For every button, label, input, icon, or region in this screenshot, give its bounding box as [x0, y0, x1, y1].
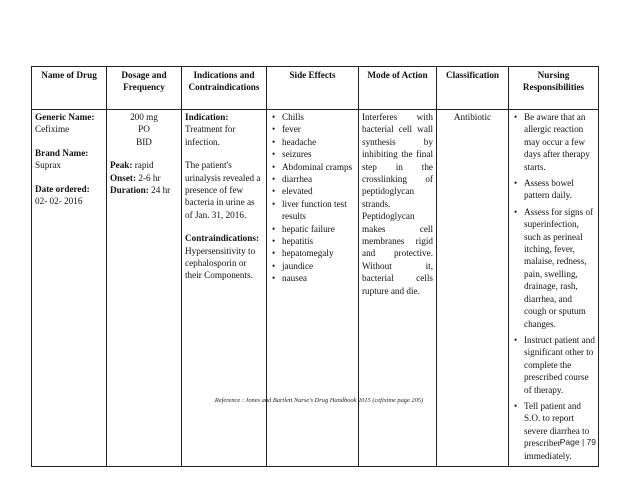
indication-text: Treatment for infection. [185, 124, 236, 147]
header-nursing-responsibilities: Nursing Responsibilities [509, 67, 599, 110]
side-effect-item: • fever [282, 123, 355, 135]
side-effect-item: • diarrhea [282, 173, 355, 185]
dose-route: PO [138, 124, 150, 135]
side-effect-item: • seizures [282, 148, 355, 160]
cell-indications [182, 110, 267, 467]
indication-label: Indication: [185, 112, 229, 122]
nursing-item: • Assess bowel pattern daily. [524, 177, 595, 202]
duration-value: 24 hr [148, 185, 171, 196]
contraindication-label: Contraindications: [185, 233, 260, 244]
side-effects-list [270, 111, 355, 285]
generic-name-value: Cefixime [35, 124, 70, 135]
dose-frequency: BID [136, 136, 152, 147]
header-indications: Indications and Contraindications [182, 67, 267, 110]
duration-label: Duration: [110, 185, 149, 196]
page-number: Page | 79 [559, 437, 596, 447]
header-name-of-drug: Name of Drug [32, 67, 107, 110]
side-effect-item: • elevated [282, 185, 355, 197]
brand-name-value: Suprax [35, 160, 62, 171]
side-effect-item: • liver function test results [282, 198, 355, 223]
nursing-item: • Instruct patient and significant other to complete the prescribed course of therapy. [524, 334, 595, 396]
nursing-item: • Be aware that an allergic reaction may occur a few days after therapy starts. [524, 111, 595, 173]
reference-note: Reference : Jones and Bartlett Nurse's Drug Handbook 2015 (cefixime page 205) [214, 397, 424, 404]
drug-study-table [31, 66, 599, 467]
nursing-item: • Tell patient and S.O. to report severe diarrhea to prescriber immediately. [524, 400, 595, 462]
onset-line [110, 172, 178, 184]
generic-name-label: Generic Name: [35, 112, 95, 122]
onset-label: Onset: [110, 172, 137, 183]
cell-nursing-responsibilities [509, 110, 599, 467]
peak-label: Peak: [110, 160, 133, 171]
cell-classification [437, 110, 509, 467]
header-mode-of-action: Mode of Action [359, 67, 437, 110]
cell-name-of-drug [32, 110, 107, 467]
cell-dosage [107, 110, 182, 467]
table-row [32, 110, 599, 467]
date-ordered-value: 02- 02- 2016 [35, 196, 83, 207]
header-side-effects: Side Effects [267, 67, 359, 110]
dose-amount: 200 mg [130, 112, 158, 122]
mode-of-action-text: Interferes with bacterial cell wall synthesis by inhibiting the final step in the crosslinking of peptidoglycan strands. Peptidoglycan makes cell membranes rigid and protective. Without it, bacterial cells rupture and die. [362, 112, 433, 296]
brand-name-label: Brand Name: [35, 147, 89, 158]
cell-mode-of-action [359, 110, 437, 467]
side-effect-item: • hepatic failure [282, 223, 355, 235]
peak-line [110, 159, 178, 171]
side-effect-item: • jaundice [282, 260, 355, 272]
header-classification: Classification [437, 67, 509, 110]
header-dosage: Dosage and Frequency [107, 67, 182, 110]
contraindication-text: Hypersensitivity to cephalosporin or their Components. [185, 245, 256, 281]
classification-text: Antibiotic [453, 112, 492, 122]
onset-value: 2-6 hr [136, 172, 161, 183]
cell-side-effects [267, 110, 359, 467]
side-effect-item: • Abdominal cramps [282, 161, 355, 173]
urinalysis-text: The patient's urinalysis revealed a presence of few bacteria in urine as of Jan. 31, 2016. [185, 160, 261, 220]
side-effect-item: • nausea [282, 272, 355, 284]
side-effect-item: • headache [282, 136, 355, 148]
peak-value: rapid [132, 160, 154, 171]
date-ordered-label: Date ordered: [35, 183, 90, 194]
duration-line [110, 184, 178, 196]
nursing-item: • Assess for signs of superinfection, such as perineal itching, fever, malaise, redness, pain, swelling, drainage, rash, diarrhea, and cough or sputum changes. [524, 206, 595, 330]
header-row [32, 67, 599, 110]
side-effect-item: • hepatitis [282, 235, 355, 247]
side-effect-item: • Chills [282, 111, 355, 123]
side-effect-item: • hepatomegaly [282, 247, 355, 259]
nursing-list [512, 111, 595, 462]
